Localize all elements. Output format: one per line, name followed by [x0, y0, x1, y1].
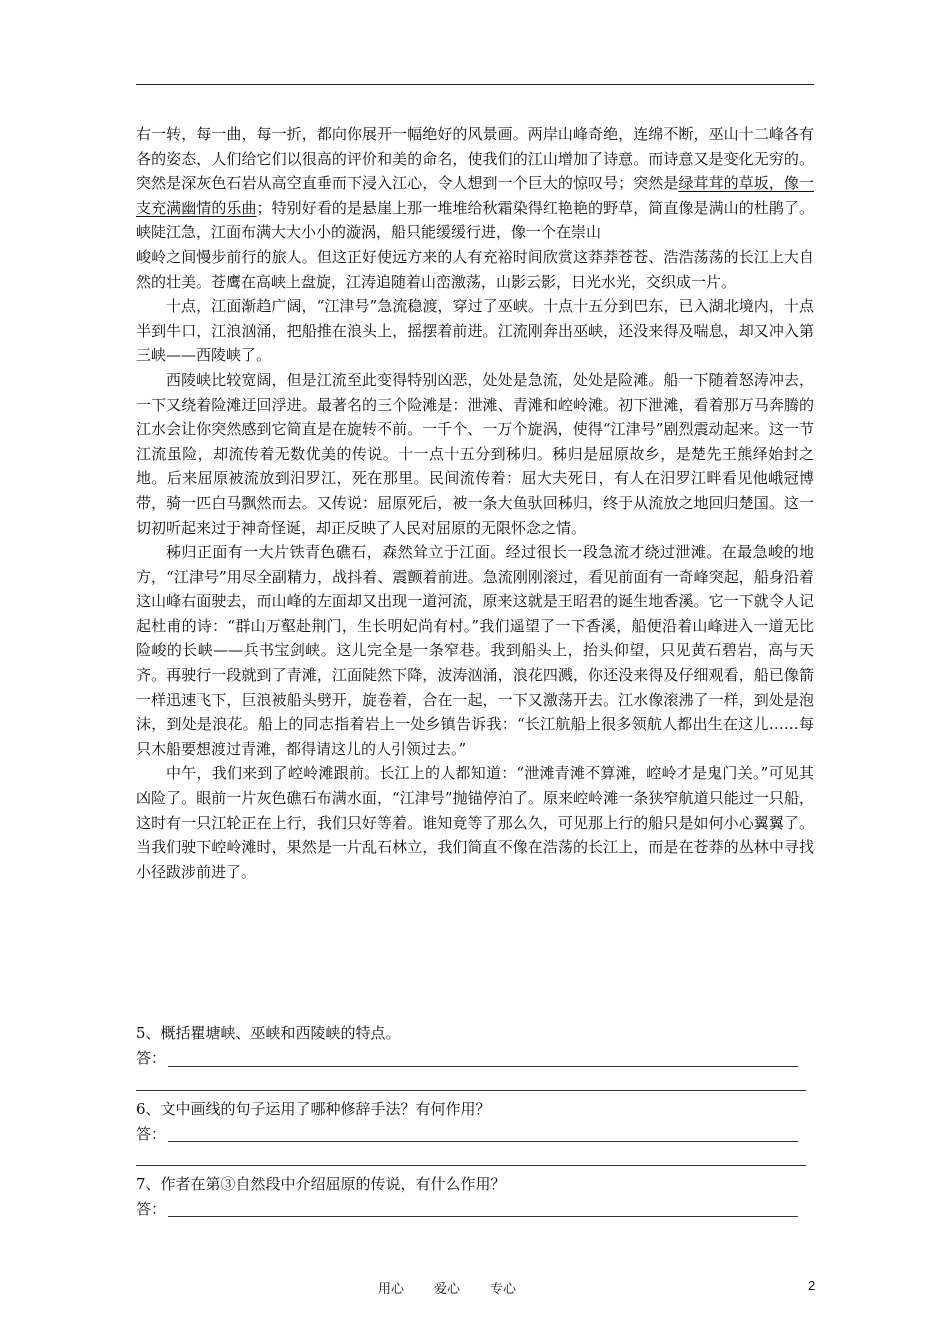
answer-line-7[interactable]	[168, 1216, 798, 1217]
paragraph-2: 十点，江面渐趋广阔，“江津号”急流稳渡，穿过了巫峡。十点十五分到巴东，已入湖北境内，十点半到牛口，江浪汹涌，把船推在浪头上，摇摆着前进。江流刚奔出巫峡，还没来得及喘息，却又冲入第三峡——西陵峡了。	[136, 297, 814, 365]
motto-1: 用心	[378, 1282, 405, 1297]
answer-label-5: 答：	[136, 1049, 167, 1067]
paragraph-3: 西陵峡比较宽阔，但是江流至此变得特别凶恶，处处是急流，处处是险滩。船一下随着怒涛冲去，一下又绕着险滩迂回浮进。最著名的三个险滩是：泄滩、青滩和崆岭滩。初下泄滩，看着那万马奔腾的江水会让你突然感到它简直是在旋转不前。一千个、一万个旋涡，使得“江津号”剧烈震动起来。这一节江流虽险，却流传着无数优美的传说。十一点十五分到秭归。秭归是屈原故乡，是楚先王熊绎始封之地。后来屈原被流放到汨罗江，死在那里。民间流传着：屈大夫死日，有人在汨罗江畔看见他峨冠博带，骑一匹白马飘然而去。又传说：屈原死后，被一条大鱼驮回秭归，终于从流放之地回归楚国。这一切初听起来过于神奇怪诞，却正反映了人民对屈原的无限怀念之情。	[136, 370, 814, 537]
motto-3: 专心	[490, 1282, 517, 1297]
header-rule	[136, 84, 814, 85]
question-7: 7、作者在第③自然段中介绍屈原的传说，有什么作用？	[136, 1175, 506, 1193]
paragraph-1-text-a: 右一转，每一曲，每一折，都向你展开一幅绝好的风景画。两岸山峰奇绝，连绵不断，巫山十二峰各有各的姿态，人们给它们以很高的评价和美的命名，使我们的江山增加了诗意。而诗意又是变化无穷的。突然是深灰色石岩从高空直垂而下浸入江心，令人想到一个巨大的惊叹号；突然是	[136, 125, 814, 193]
page-number: 2	[808, 1278, 816, 1293]
answer-line-5-extra[interactable]	[136, 1090, 806, 1091]
passage	[136, 122, 814, 884]
underlined-sentence: 绿茸茸的草坂，像一支充满幽情的乐曲	[136, 174, 814, 217]
paragraph-1-text-b: ；特别好看的是悬崖上那一堆堆给秋霜染得红艳艳的野草，简直像是满山的杜鹃了。峡陡江急，江面布满大大小小的漩涡，船只能缓缓行进，像一个在崇山	[136, 198, 814, 242]
paragraph-1-continued: 峻岭之间慢步前行的旅人。但这正好使远方来的人有充裕时间欣赏这莽莽苍苍、浩浩荡荡的长江上大自然的壮美。苍鹰在高峡上盘旋，江涛追随着山峦激荡，山影云影，日光水光，交织成一片。	[136, 247, 814, 291]
paragraph-5: 中午，我们来到了崆岭滩跟前。长江上的人都知道：“泄滩青滩不算滩，崆岭才是鬼门关。”可见其凶险了。眼前一片灰色礁石布满水面，“江津号”抛锚停泊了。原来崆岭滩一条狭窄航道只能过一只船，这时有一只江轮正在上行，我们只好等着。谁知竟等了那么久，可见那上行的船只是如何小心翼翼了。当我们驶下崆岭滩时，果然是一片乱石林立，我们简直不像在浩荡的长江上，而是在苍莽的丛林中寻找小径跋涉前进了。	[136, 764, 814, 881]
paragraph-4: 秭归正面有一大片铁青色礁石，森然耸立于江面。经过很长一段急流才绕过泄滩。在最急峻的地方，“江津号”用尽全副精力，战抖着、震颤着前进。急流刚刚滚过，看见前面有一奇峰突起，船身沿着这山峰右面驶去，而山峰的左面却又出现一道河流，原来这就是王昭君的诞生地香溪。它一下就令人记起杜甫的诗：“群山万壑赴荆门，生长明妃尚有村。”我们遥望了一下香溪，船便沿着山峰进入一道无比险峻的长峡——兵书宝剑峡。这儿完全是一条窄巷。我到船头上，抬头仰望，只见黄石碧岩，高与天齐。再驶行一段就到了青滩，江面陡然下降，波涛汹涌，浪花四溅，你还没来得及仔细观看，船已像箭一样迅速飞下，巨浪被船头劈开，旋卷着，合在一起，一下又激荡开去。江水像滚沸了一样，到处是泡沫，到处是浪花。船上的同志指着岩上一处乡镇告诉我：“长江航船上很多领航人都出生在这儿……每只木船要想渡过青滩，都得请这儿的人引领过去。”	[136, 543, 814, 758]
answer-line-6-extra[interactable]	[136, 1165, 806, 1166]
question-5: 5、概括瞿塘峡、巫峡和西陵峡的特点。	[136, 1024, 401, 1042]
answer-label-6: 答：	[136, 1125, 167, 1143]
answer-line-5[interactable]	[168, 1066, 798, 1067]
paragraph-1	[136, 122, 814, 245]
answer-line-6[interactable]	[168, 1141, 798, 1142]
motto-2: 爱心	[434, 1282, 461, 1297]
footer-motto	[378, 1278, 546, 1297]
answer-label-7: 答：	[136, 1200, 167, 1218]
question-6: 6、文中画线的句子运用了哪种修辞手法？有何作用？	[136, 1100, 491, 1118]
